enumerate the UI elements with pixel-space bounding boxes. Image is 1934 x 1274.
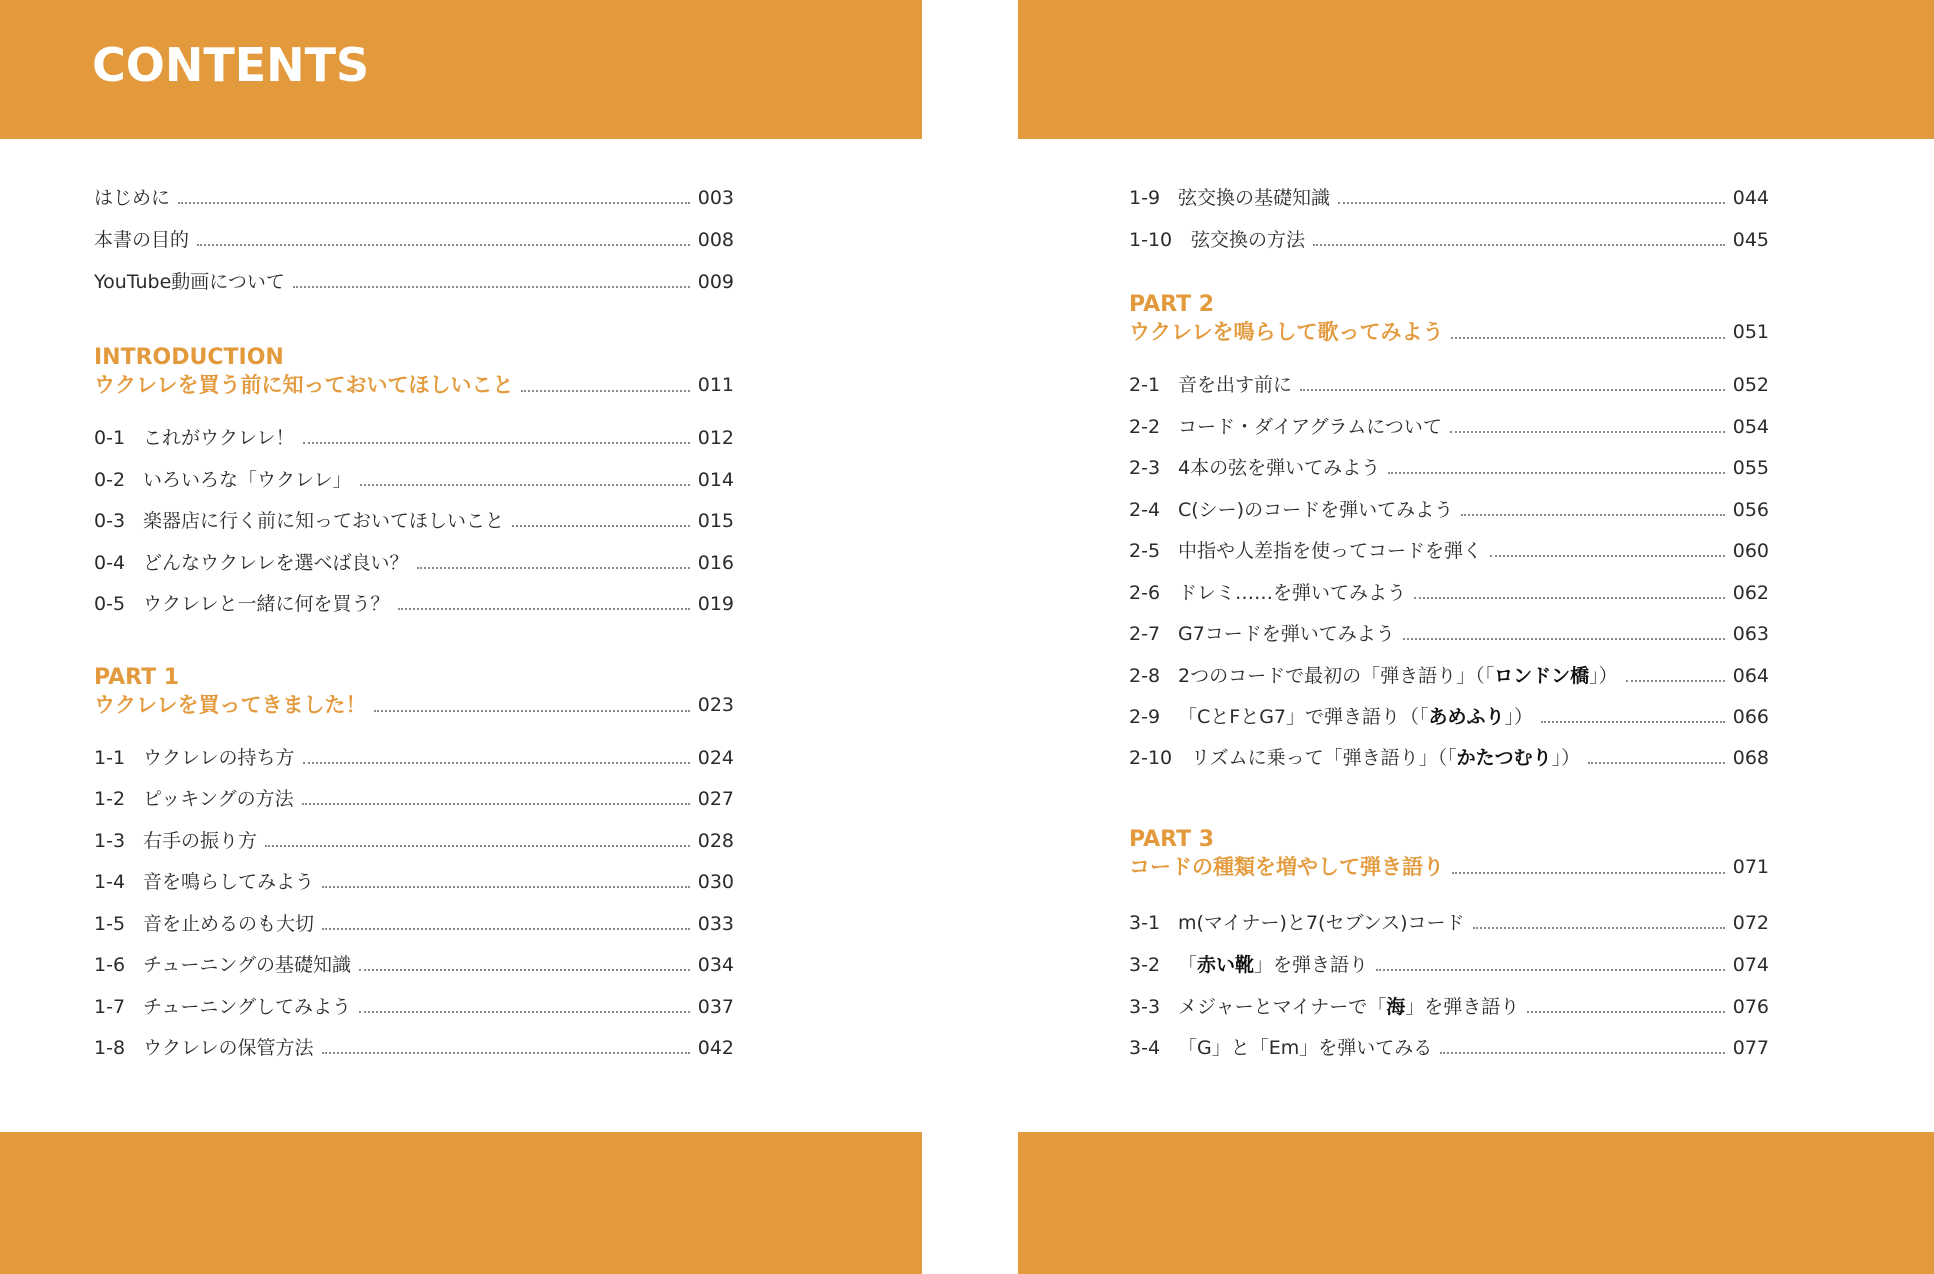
entry-title: ピッキングの方法 <box>143 788 294 810</box>
entry-title: 本書の目的 <box>94 229 190 251</box>
song-title: かたつむり <box>1456 747 1552 769</box>
entry-number: 3-4 <box>1129 1037 1161 1059</box>
leader-dots <box>417 567 690 569</box>
entry-page: 045 <box>1732 229 1769 251</box>
leader-dots <box>178 202 690 204</box>
leader-dots <box>1313 244 1725 246</box>
entry-page: 009 <box>697 271 734 293</box>
entry-number: 0-1 <box>94 427 126 449</box>
leader-dots <box>1452 872 1725 874</box>
entry-number: 0-3 <box>94 510 126 532</box>
entry-title: はじめに <box>94 187 171 209</box>
entry-page: 034 <box>697 954 734 976</box>
song-title: ロンドン橋 <box>1494 665 1590 687</box>
leader-dots <box>521 390 689 392</box>
entry-page: 060 <box>1732 540 1769 562</box>
entry-page: 063 <box>1732 623 1769 645</box>
toc-entry[interactable] <box>94 270 734 294</box>
entry-title: 楽器店に行く前に知っておいてほしいこと <box>143 510 505 532</box>
leader-dots <box>197 244 690 246</box>
entry-number: 0-4 <box>94 552 126 574</box>
leader-dots <box>360 484 690 486</box>
toc-entry[interactable] <box>1129 415 1769 439</box>
leader-dots <box>322 886 690 888</box>
entry-number: 1-9 <box>1129 187 1161 209</box>
toc-entry[interactable] <box>1129 705 1769 729</box>
leader-dots <box>322 928 690 930</box>
entry-title: これがウクレレ！ <box>143 427 295 449</box>
entry-title: YouTube動画について <box>94 271 285 293</box>
entry-number: 1-10 <box>1129 229 1173 251</box>
toc-entry[interactable] <box>1129 1036 1769 1060</box>
toc-entry[interactable] <box>94 787 734 811</box>
toc-entry[interactable] <box>94 592 734 616</box>
section-page: 051 <box>1732 321 1769 343</box>
title-prefix: リズムに乗って「弾き語り」（「 <box>1191 747 1457 769</box>
entry-number: 3-1 <box>1129 912 1161 934</box>
leader-dots <box>303 442 690 444</box>
entry-page: 072 <box>1732 912 1769 934</box>
entry-title: 中指や人差指を使ってコードを弾く <box>1178 540 1483 562</box>
leader-dots <box>1461 514 1725 516</box>
section-label: PART 1 <box>94 665 180 690</box>
entry-title: 弦交換の基礎知識 <box>1178 187 1331 209</box>
section-label: PART 2 <box>1129 292 1215 317</box>
entry-page: 024 <box>697 747 734 769</box>
title-prefix: 「CとFとG7」で弾き語り（「 <box>1178 706 1429 728</box>
entry-number: 2-6 <box>1129 582 1161 604</box>
leader-dots <box>512 525 690 527</box>
leader-dots <box>1414 597 1725 599</box>
entry-title: チューニングの基礎知識 <box>143 954 352 976</box>
entry-number: 1-7 <box>94 996 126 1018</box>
entry-number: 2-1 <box>1129 374 1161 396</box>
section-page: 011 <box>697 374 734 396</box>
toc-entry[interactable] <box>1129 228 1769 252</box>
toc-entry[interactable] <box>94 995 734 1019</box>
toc-entry[interactable] <box>94 870 734 894</box>
entry-title: ウクレレの持ち方 <box>143 747 295 769</box>
leader-dots <box>1490 555 1725 557</box>
entry-title: ドレミ……を弾いてみよう <box>1178 582 1407 604</box>
entry-title: C(シー)のコードを弾いてみよう <box>1178 499 1454 521</box>
toc-entry[interactable] <box>94 953 734 977</box>
title-prefix: 「 <box>1178 954 1198 976</box>
entry-number: 2-9 <box>1129 706 1161 728</box>
entry-title: 右手の振り方 <box>143 830 258 852</box>
entry-page: 012 <box>697 427 734 449</box>
entry-number: 3-3 <box>1129 996 1161 1018</box>
title-prefix: 「G」と「Em」を弾いてみる <box>1178 1037 1433 1059</box>
leader-dots <box>359 969 690 971</box>
entry-page: 014 <box>697 469 734 491</box>
entry-number: 2-3 <box>1129 457 1161 479</box>
entry-page: 015 <box>697 510 734 532</box>
entry-title: いろいろな「ウクレレ」 <box>143 469 352 491</box>
toc-entry[interactable] <box>94 1036 734 1060</box>
toc-entry[interactable] <box>1129 664 1769 688</box>
toc-entry[interactable] <box>94 468 734 492</box>
toc-entry[interactable] <box>94 228 734 252</box>
entry-title: コード・ダイアグラムについて <box>1178 416 1442 438</box>
title-suffix: 」） <box>1589 665 1618 687</box>
entry-number: 1-6 <box>94 954 126 976</box>
section-heading[interactable] <box>94 372 734 398</box>
toc-entry[interactable] <box>1129 995 1769 1019</box>
entry-title: ウクレレと一緒に何を買う？ <box>143 593 390 615</box>
leader-dots <box>293 286 690 288</box>
leader-dots <box>1541 721 1725 723</box>
section-label: PART 3 <box>1129 827 1215 852</box>
entry-page: 030 <box>697 871 734 893</box>
entry-number: 2-10 <box>1129 747 1173 769</box>
entry-title: G7コードを弾いてみよう <box>1178 623 1395 645</box>
entry-title: チューニングしてみよう <box>143 996 352 1018</box>
section-title: ウクレレを鳴らして歌ってみよう <box>1129 320 1444 344</box>
title-suffix: 」） <box>1551 747 1581 769</box>
entry-title: 音を鳴らしてみよう <box>143 871 315 893</box>
leader-dots <box>302 803 690 805</box>
entry-number: 2-7 <box>1129 623 1161 645</box>
toc-entry[interactable] <box>1129 498 1769 522</box>
entry-page: 019 <box>697 593 734 615</box>
leader-dots <box>1473 927 1725 929</box>
song-title: あめふり <box>1428 706 1505 728</box>
leader-dots <box>1338 202 1725 204</box>
leader-dots <box>1403 638 1725 640</box>
section-page: 023 <box>697 694 734 716</box>
section-page: 071 <box>1732 856 1769 878</box>
entry-page: 028 <box>697 830 734 852</box>
entry-number: 2-4 <box>1129 499 1161 521</box>
entry-title <box>1178 664 1618 688</box>
section-heading[interactable] <box>94 692 734 718</box>
entry-number: 2-5 <box>1129 540 1161 562</box>
section-title: ウクレレを買ってきました！ <box>94 693 367 717</box>
toc-entry[interactable] <box>94 426 734 450</box>
entry-page: 076 <box>1732 996 1769 1018</box>
toc-right-column <box>1129 0 1769 1132</box>
section-label: INTRODUCTION <box>94 345 284 370</box>
entry-page: 066 <box>1732 706 1769 728</box>
entry-page: 016 <box>697 552 734 574</box>
toc-left-column <box>94 0 734 1132</box>
toc-entry[interactable] <box>94 912 734 936</box>
leader-dots <box>1626 680 1725 682</box>
leader-dots <box>303 762 690 764</box>
entry-number: 1-1 <box>94 747 126 769</box>
entry-page: 062 <box>1732 582 1769 604</box>
entry-title <box>1178 705 1533 729</box>
entry-title: 音を止めるのも大切 <box>143 913 315 935</box>
leader-dots <box>359 1011 690 1013</box>
entry-title <box>1178 953 1368 977</box>
toc-entry[interactable] <box>94 829 734 853</box>
title-prefix: メジャーとマイナーで「 <box>1178 996 1387 1018</box>
entry-title: どんなウクレレを選べば良い？ <box>143 552 409 574</box>
toc-entry[interactable] <box>1129 456 1769 480</box>
toc-entry[interactable] <box>94 509 734 533</box>
leader-dots <box>1451 337 1724 339</box>
entry-title: 4本の弦を弾いてみよう <box>1178 457 1381 479</box>
entry-number: 0-2 <box>94 469 126 491</box>
entry-number: 1-8 <box>94 1037 126 1059</box>
toc-entry[interactable] <box>1129 373 1769 397</box>
toc-entry[interactable] <box>1129 622 1769 646</box>
leader-dots <box>1588 762 1725 764</box>
entry-page: 056 <box>1732 499 1769 521</box>
entry-page: 033 <box>697 913 734 935</box>
entry-page: 054 <box>1732 416 1769 438</box>
leader-dots <box>1376 969 1725 971</box>
section-heading[interactable] <box>1129 319 1769 345</box>
footer-band-left <box>0 1132 922 1274</box>
entry-page: 052 <box>1732 374 1769 396</box>
leader-dots <box>398 608 690 610</box>
toc-entry[interactable] <box>1129 911 1769 935</box>
toc-entry[interactable] <box>1129 746 1769 770</box>
entry-number: 2-8 <box>1129 665 1161 687</box>
toc-entry[interactable] <box>1129 581 1769 605</box>
entry-page: 074 <box>1732 954 1769 976</box>
leader-dots <box>1450 431 1725 433</box>
entry-number: 3-2 <box>1129 954 1161 976</box>
entry-title <box>1178 1036 1432 1060</box>
entry-page: 055 <box>1732 457 1769 479</box>
section-title: ウクレレを買う前に知っておいてほしいこと <box>94 373 514 397</box>
entry-number: 1-3 <box>94 830 126 852</box>
entry-title <box>1191 746 1580 770</box>
entry-title: 音を出す前に <box>1178 374 1293 396</box>
footer-band-right <box>1018 1132 1934 1274</box>
toc-entry[interactable] <box>94 746 734 770</box>
entry-page: 044 <box>1732 187 1769 209</box>
title-prefix: m(マイナー)と7(セブンス)コード <box>1178 912 1465 934</box>
leader-dots <box>1300 389 1725 391</box>
entry-page: 037 <box>697 996 734 1018</box>
entry-page: 064 <box>1732 665 1769 687</box>
entry-number: 1-4 <box>94 871 126 893</box>
title-prefix: 2つのコードで最初の「弾き語り」（「 <box>1178 665 1495 687</box>
entry-page: 008 <box>697 229 734 251</box>
leader-dots <box>322 1052 690 1054</box>
entry-page: 027 <box>697 788 734 810</box>
section-heading[interactable] <box>1129 854 1769 880</box>
section-title: コードの種類を増やして弾き語り <box>1129 855 1444 879</box>
title-suffix: 」） <box>1504 706 1534 728</box>
entry-number: 0-5 <box>94 593 126 615</box>
entry-page: 042 <box>697 1037 734 1059</box>
toc-entry[interactable] <box>1129 953 1769 977</box>
entry-title: ウクレレの保管方法 <box>143 1037 314 1059</box>
entry-page: 068 <box>1732 747 1769 769</box>
toc-entry[interactable] <box>1129 539 1769 563</box>
entry-page: 077 <box>1732 1037 1769 1059</box>
entry-title <box>1178 911 1465 935</box>
entry-title <box>1178 995 1519 1019</box>
toc-entry[interactable] <box>94 186 734 210</box>
entry-number: 2-2 <box>1129 416 1161 438</box>
title-suffix: 」を弾き語り <box>1254 954 1369 976</box>
leader-dots <box>374 710 689 712</box>
entry-number: 1-2 <box>94 788 126 810</box>
song-title: 赤い靴 <box>1197 954 1255 976</box>
toc-entry[interactable] <box>1129 186 1769 210</box>
leader-dots <box>1388 472 1725 474</box>
page-title: CONTENTS <box>92 38 370 92</box>
toc-entry[interactable] <box>94 551 734 575</box>
leader-dots <box>1440 1052 1724 1054</box>
leader-dots <box>1527 1011 1724 1013</box>
song-title: 海 <box>1386 996 1406 1018</box>
title-suffix: 」を弾き語り <box>1405 996 1520 1018</box>
entry-title: 弦交換の方法 <box>1191 229 1306 251</box>
entry-page: 003 <box>697 187 734 209</box>
leader-dots <box>265 845 690 847</box>
entry-number: 1-5 <box>94 913 126 935</box>
